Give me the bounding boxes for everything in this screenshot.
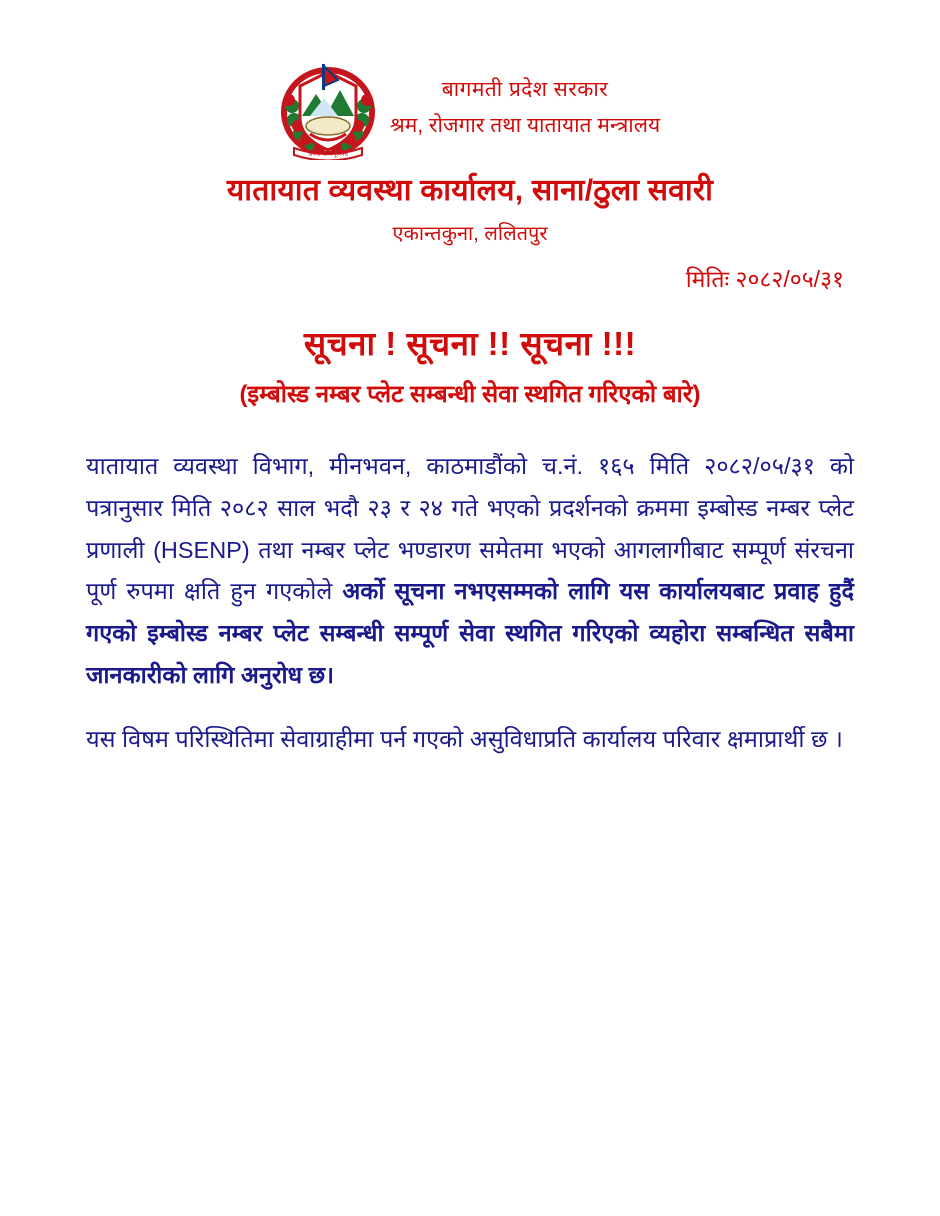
government-title-block (390, 56, 660, 141)
notice-body (86, 446, 854, 761)
province-government-label: बागमती प्रदेश सरकार (441, 78, 609, 101)
notice-title: सूचना ! सूचना !! सूचना !!! (303, 325, 637, 362)
svg-text:जननी जन्मभूमिश्च: जननी जन्मभूमिश्च (307, 152, 348, 158)
office-address: एकान्तकुना, ललितपुर (392, 223, 548, 245)
body-paragraph-1 (86, 446, 854, 697)
body-paragraph-1-emphasis: अर्को सूचना नभएसम्मको लागि यस कार्यालयबाट प्रवाह हुदैं गएको इम्बोस्ड नम्बर प्लेट सम्बन्धी सम्पूर्ण सेवा स्थगित गरिएको व्यहोरा सम्बन्धित सबैमा जानकारीको लागि अनुरोध छ। (86, 578, 855, 689)
body-paragraph-1-normal: यातायात व्यवस्था विभाग, मीनभवन, काठमाडौंको च.नं. १६५ मिति २०८२/०५/३१ को पत्रानुसार मिति २०८२ साल भदौ २३ र २४ गते भएको प्रदर्शनको क्रममा इम्बोस्ड नम्बर प्लेट प्रणाली (HSENP) तथा नम्बर प्लेट भण्डारण समेतमा भएको आगलागीबाट सम्पूर्ण संरचना पूर्ण रुपमा क्षति हुन गएकोले (86, 453, 854, 605)
body-paragraph-2: यस विषम परिस्थितिमा सेवाग्राहीमा पर्न गएको असुविधाप्रति कार्यालय परिवार क्षमाप्रार्थी छ । (86, 725, 843, 752)
document-date: मितिः २०८२/०५/३१ (685, 266, 844, 292)
nepal-government-emblem-icon (280, 56, 376, 160)
ministry-label: श्रम, रोजगार तथा यातायात मन्त्रालय (389, 113, 661, 137)
office-title: यातायात व्यवस्था कार्यालय, साना/ठुला सवारी (226, 174, 714, 207)
document-header (86, 0, 854, 294)
notice-subtitle: (इम्बोस्ड नम्बर प्लेट सम्बन्धी सेवा स्थगित गरिएको बारे) (239, 381, 701, 408)
emblem-and-government-lines (86, 56, 854, 160)
